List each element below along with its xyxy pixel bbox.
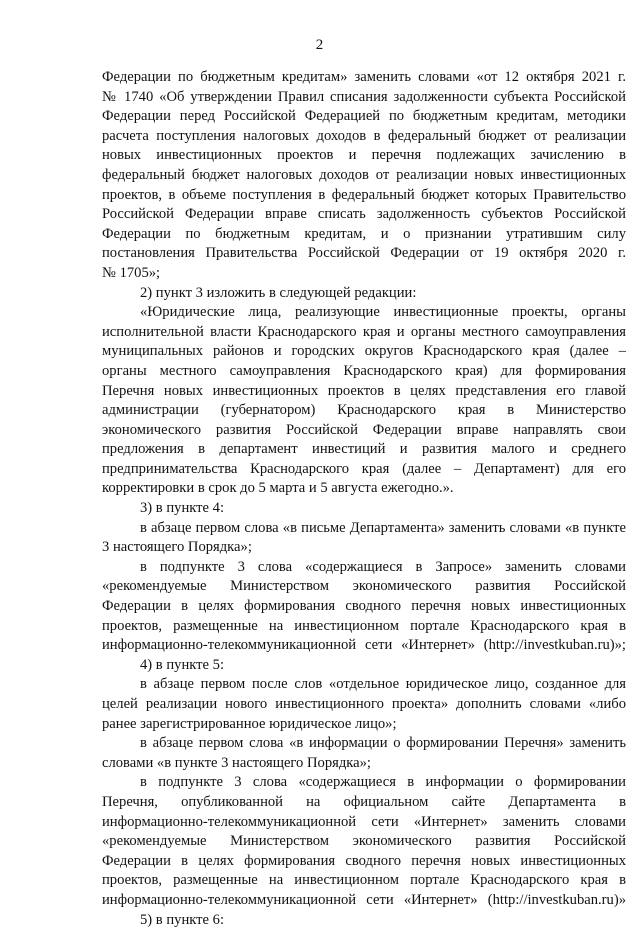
text-line: в подпункте 3 слова «содержащиеся в информации о формировании: [140, 774, 626, 791]
text-line: Федерации по бюджетным кредитам» заменить словами «от 12 октября 2021 г.: [102, 69, 626, 85]
text-line: расчета поступления налоговых доходов в федеральный бюджет от реализации: [102, 127, 626, 144]
text-line: предложения в департамент инвестиций и развития малого и среднего: [102, 441, 626, 458]
text-line: проектов, в объеме поступления в федеральный бюджет которых Правительство: [102, 186, 626, 203]
text-line: проектов, размещенные на инвестиционном портале Краснодарского края в: [102, 872, 626, 889]
text-line: Федерации по бюджетным кредитам, и о признании утратившим силу: [102, 225, 626, 242]
text-line: в абзаце первом после слов «отдельное юридическое лицо, созданное для: [140, 676, 626, 693]
text-line: органы местного самоуправления Краснодарского края) для формирования: [102, 362, 626, 379]
text-line: в абзаце первом слова «в информации о формировании Перечня» заменить: [140, 735, 626, 752]
text-line: Российской Федерации вправе списать задолженность субъектов Российской: [102, 206, 626, 223]
text-line: целей реализации нового инвестиционного проекта» дополнить словами «либо: [102, 696, 626, 712]
text-line: постановления Правительства Российской Федерации от 19 октября 2020 г.: [102, 245, 626, 262]
text-line: муниципальных районов и городских округов Краснодарского края (далее –: [102, 343, 626, 360]
text-line: Федерации перед Российской Федерацией по бюджетным кредитам, методики: [102, 108, 626, 125]
text-line: Федерации в целях формирования сводного перечня новых инвестиционных: [102, 598, 626, 615]
text-line: Перечня, опубликованной на официальном сайте Департамента в: [102, 793, 626, 810]
text-line: предпринимательства Краснодарского края (далее – Департамент) для его: [102, 460, 626, 477]
text-line: в абзаце первом слова «в письме Департамента» заменить словами «в пункте: [140, 519, 626, 536]
page-number: 2: [315, 37, 324, 53]
text-line: новых инвестиционных проектов и перечня подлежащих зачислению в: [102, 147, 626, 164]
text-line: 2) пункт 3 изложить в следующей редакции:: [140, 284, 417, 301]
text-line: информационно-телекоммуникационной сети «Интернет» (http://investkuban.ru)»: [102, 891, 626, 908]
text-line: ранее зарегистрированное юридическое лицо»;: [102, 715, 397, 732]
text-line: 4) в пункте 5:: [140, 656, 225, 673]
text-line: № 1740 «Об утверждении Правил списания задолженности субъекта Российской: [102, 88, 626, 105]
text-line: «рекомендуемые Министерством экономического развития Российской: [102, 578, 626, 595]
text-line: корректировки в срок до 5 марта и 5 августа ежегодно.».: [102, 480, 454, 497]
text-line: администрации (губернатором) Краснодарского края в Министерство: [102, 402, 626, 419]
text-line: «Юридические лица, реализующие инвестиционные проекты, органы: [140, 304, 626, 321]
document-body: [102, 68, 626, 930]
text-line: информационно-телекоммуникационной сети «Интернет» (http://investkuban.ru)»;: [102, 637, 626, 654]
text-line: в подпункте 3 слова «содержащиеся в Запросе» заменить словами: [140, 558, 626, 575]
text-line: словами «в пункте 3 настоящего Порядка»;: [102, 754, 371, 771]
text-line: Федерации в целях формирования сводного перечня новых инвестиционных: [102, 852, 626, 869]
text-line: экономического развития Российской Федерации вправе направлять свои: [102, 421, 626, 438]
text-line: федеральный бюджет налоговых доходов от реализации новых инвестиционных: [102, 166, 626, 183]
text-line: 3) в пункте 4:: [140, 500, 225, 517]
text-line: Перечня новых инвестиционных проектов в целях представления его главой: [102, 382, 626, 399]
text-line: информационно-телекоммуникационной сети «Интернет» заменить словами: [102, 813, 626, 830]
text-line: проектов, размещенные на инвестиционном портале Краснодарского края в: [102, 617, 626, 634]
text-line: № 1705»;: [102, 264, 161, 281]
text-line: 3 настоящего Порядка»;: [102, 539, 252, 556]
text-line: 5) в пункте 6:: [140, 911, 225, 928]
text-line: «рекомендуемые Министерством экономического развития Российской: [102, 833, 626, 850]
text-line: исполнительной власти Краснодарского края и органы местного самоуправления: [102, 323, 626, 340]
